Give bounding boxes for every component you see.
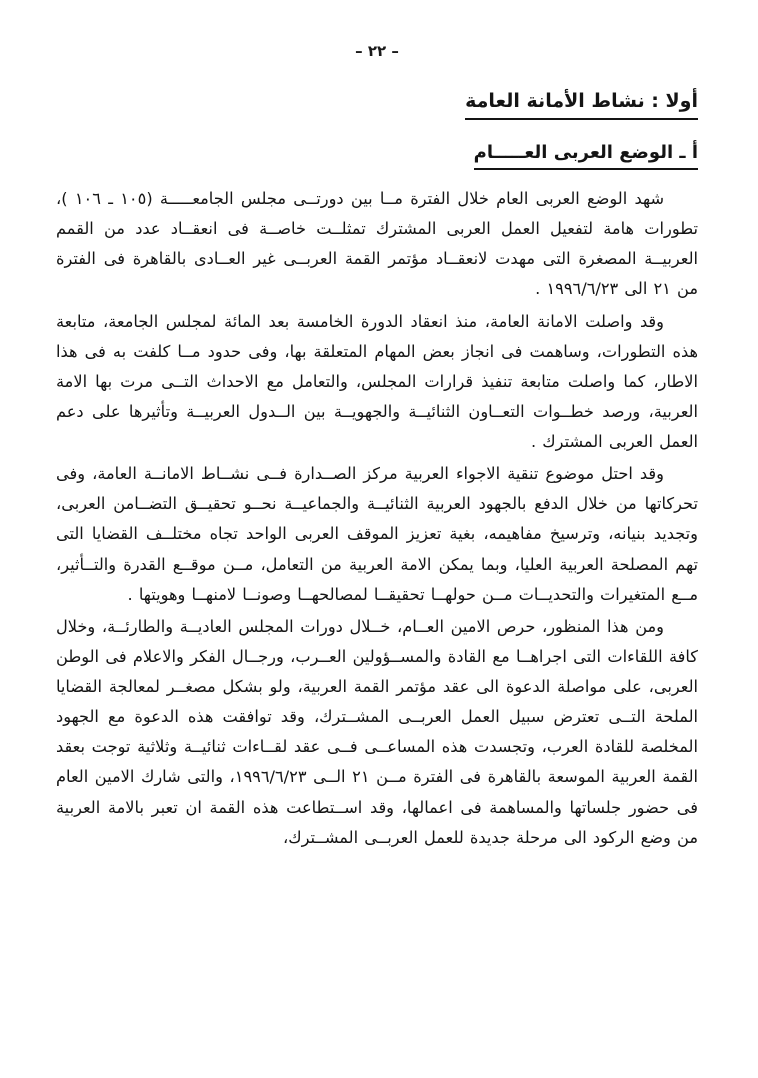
section-heading-text: أولا : نشاط الأمانة العامة	[465, 90, 698, 120]
document-body	[56, 184, 698, 853]
page-number: – ٢٢ –	[355, 42, 399, 60]
subsection-heading	[56, 142, 698, 170]
subsection-heading-text: أ ـ الوضع العربى العـــــام	[474, 142, 698, 170]
paragraph-1: شهد الوضع العربى العام خلال الفترة مــا بين دورتــى مجلس الجامعـــــة (١٠٥ ـ ١٠٦ )، تطورات هامة لتفعيل العمل العربى المشترك تمثلــت خاصــة فى انعقــاد عدد من القمم العربيــة المصغرة التى مهدت لانعقــاد مؤتمر القمة العربــى غير العــادى بالقاهرة فى الفترة من ٢١ الى ١٩٩٦/٦/٢٣ .	[56, 189, 698, 299]
paragraph-3: وقد احتل موضوع تنقية الاجواء العربية مركز الصــدارة فــى نشــاط الامانــة العامة، وفى تحركاتها من خلال الدفع بالجهود العربية الثنائيــة والجماعيــة نحــو تحقيــق التضــامن العربى، وتجديد بنيانه، وترسيخ مفاهيمه، بغية تعزيز الموقف العربى الواحد تجاه مختلــف القضايا التى تهم المصلحة العربية العليا، وبما يمكن الامة العربية من التعامل، مــن موقــع القدرة والتــأثير، مــع المتغيرات والتحديــات مــن حولهــا تحقيقــا لمصالحهــا وصونــا لامنهــا وهويتها .	[56, 464, 698, 604]
section-heading	[56, 90, 698, 120]
paragraph-2: وقد واصلت الامانة العامة، منذ انعقاد الدورة الخامسة بعد المائة لمجلس الجامعة، متابعة هذه التطورات، وساهمت فى انجاز بعض المهام المتعلقة بها، وفى حدود مــا كلفت به فى هذا الاطار، كما واصلت متابعة تنفيذ قرارات المجلس، والتعامل مع الاحداث التــى مرت بها الامة العربية، ورصد خطــوات التعــاون الثنائيــة والجهويــة بين الــدول العربيــة وتأثيرها على دعم العمل العربى المشترك .	[56, 311, 698, 451]
paragraph-4: ومن هذا المنظور، حرص الامين العــام، خــلال دورات المجلس العاديــة والطارئــة، وخلال كافة اللقاءات التى اجراهــا مع القادة والمســؤولين العــرب، ورجــال الفكر والاعلام فى الوطن العربى، على مواصلة الدعوة الى عقد مؤتمر القمة العربية، ولو بشكل مصغــر لمعالجة القضايا الملحة التــى تعترض سبيل العمل العربــى المشــترك، وقد توافقت هذه الدعوة مع الجهود المخلصة للقادة العرب، وتجسدت هذه المساعــى فــى عقد لقــاءات ثنائيــة وثلاثية توجت بعقد القمة العربية الموسعة بالقاهرة فى الفترة مــن ٢١ الــى ١٩٩٦/٦/٢٣، والتى شارك الامين العام فى حضور جلساتها والمساهمة فى اعمالها، وقد اســتطاعت هذه القمة ان تعبر بالامة العربية من وضع الركود الى مرحلة جديدة للعمل العربــى المشــترك،	[56, 616, 698, 847]
